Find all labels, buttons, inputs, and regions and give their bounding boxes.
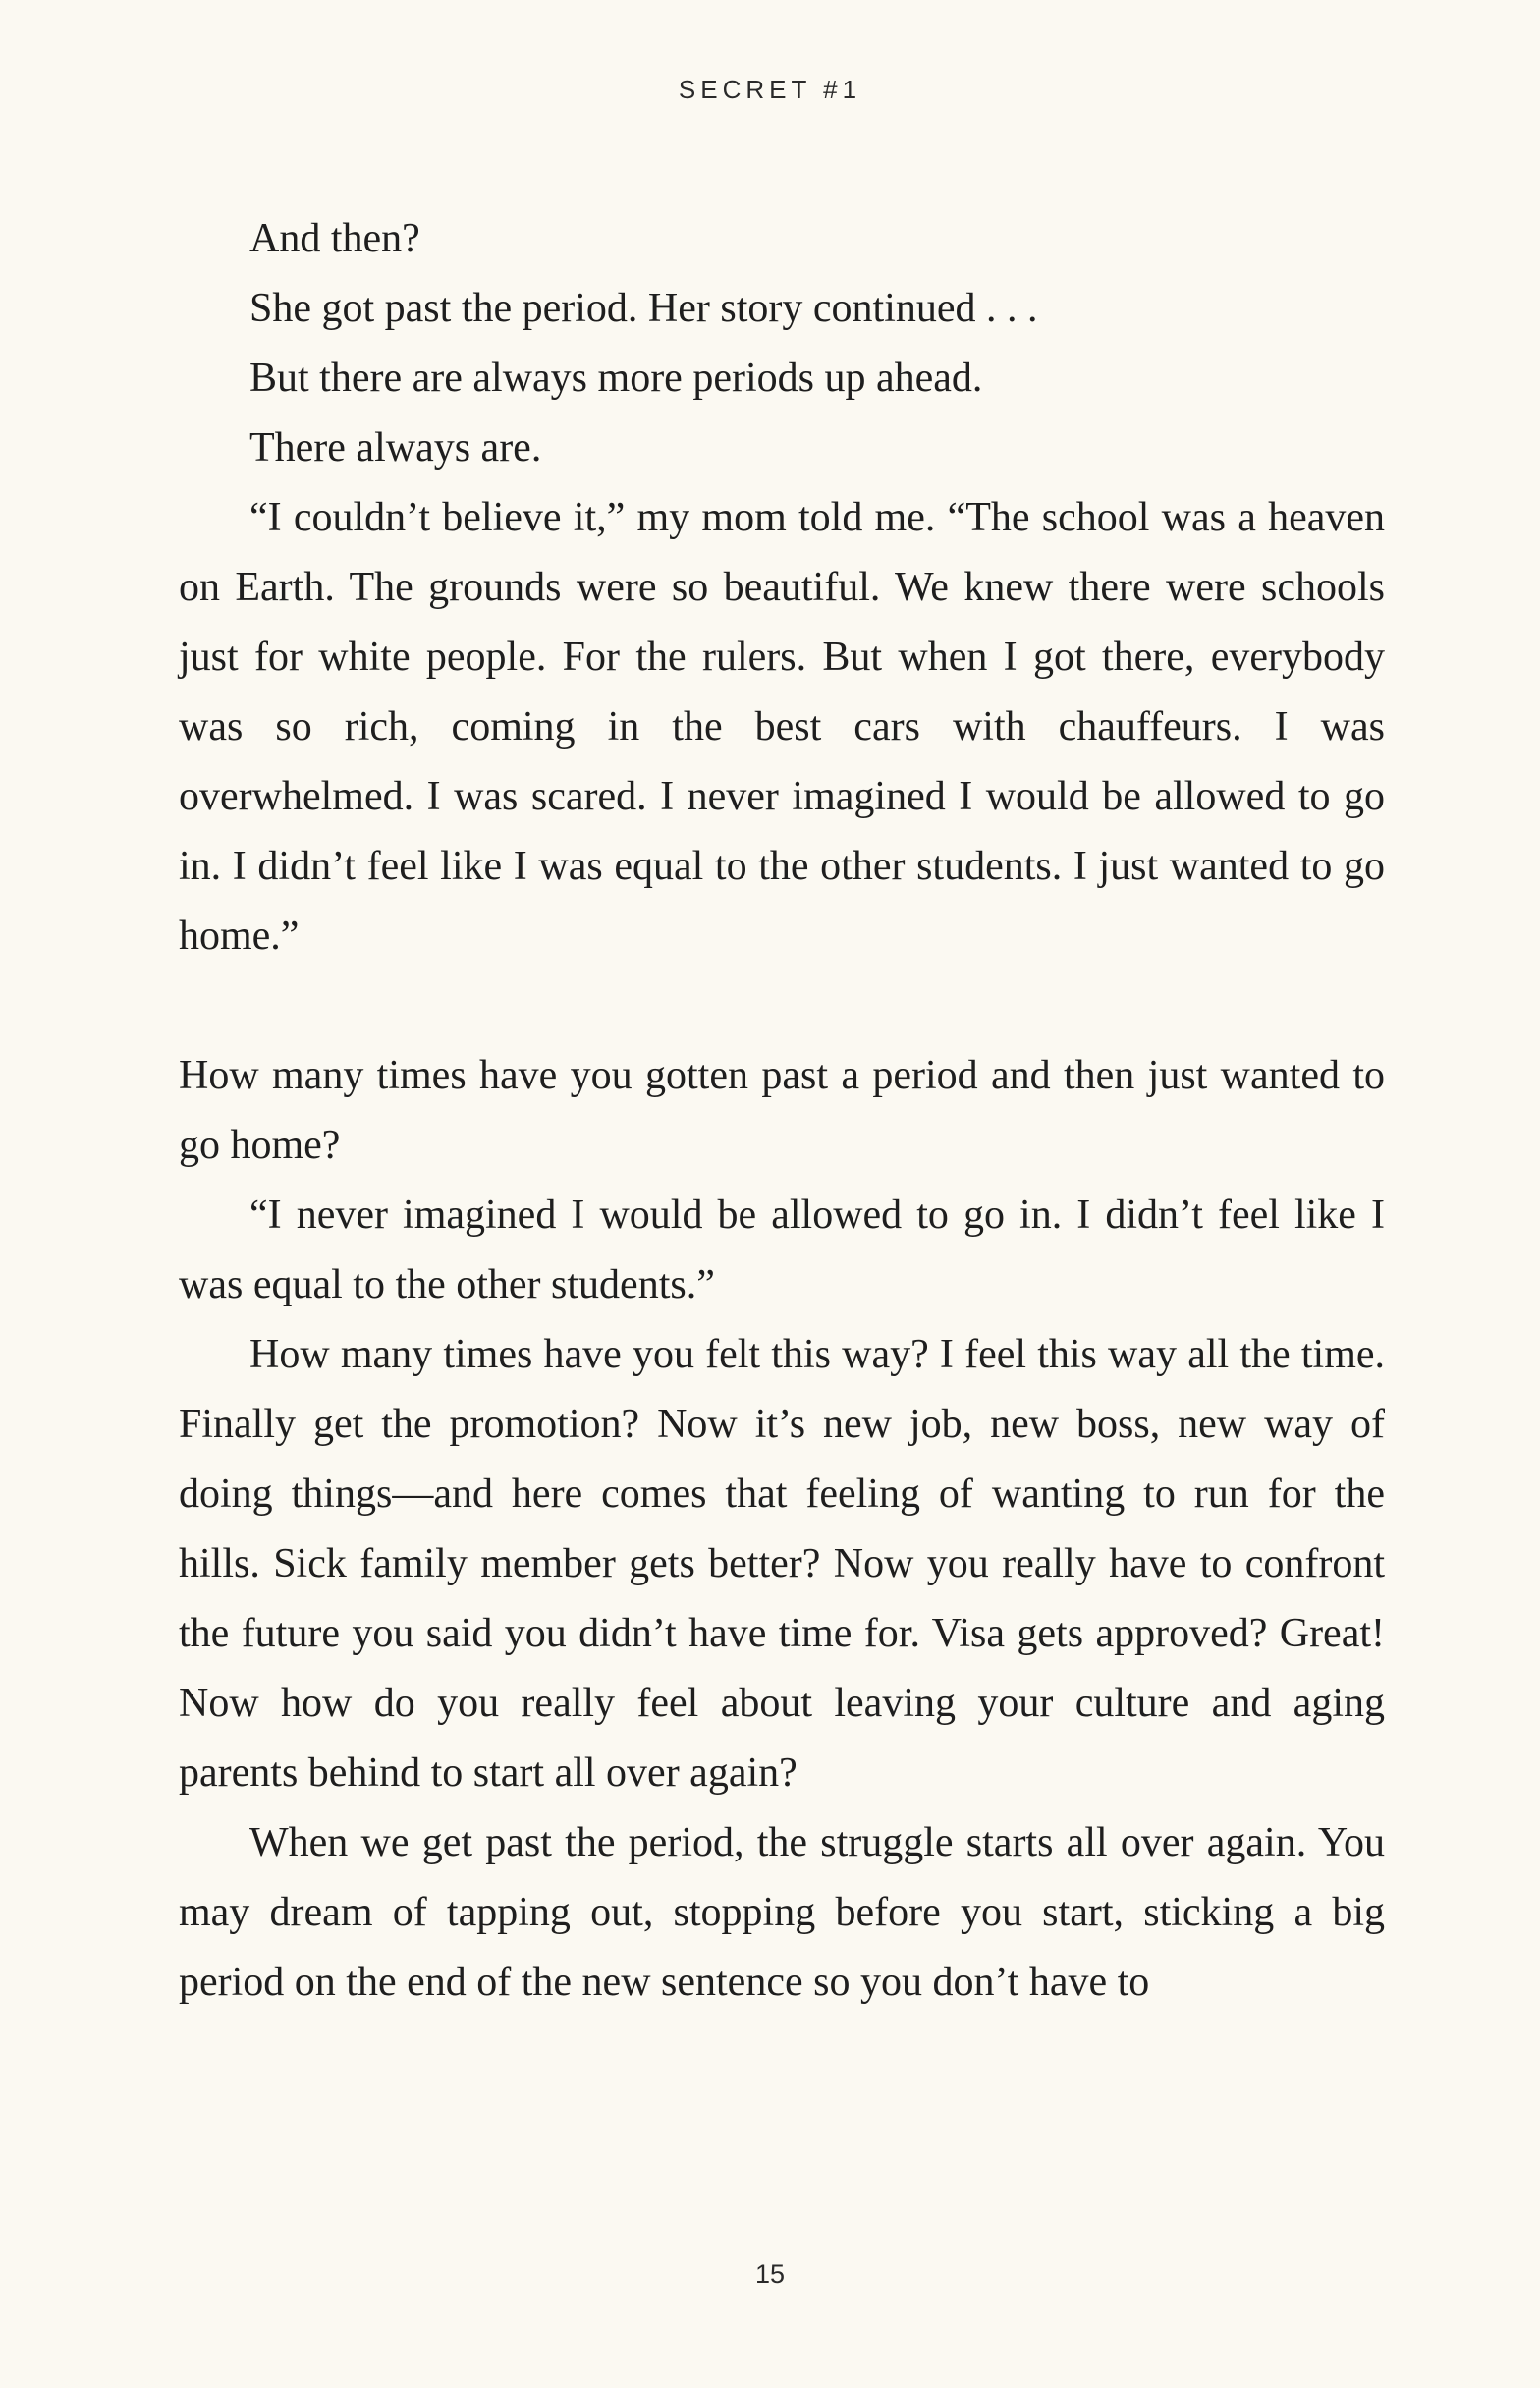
paragraph: “I never imagined I would be allowed to go in. I didn’t feel like I was equal to the other students.”: [179, 1193, 1385, 1307]
paragraph: How many times have you gotten past a period and then just wanted to go home?: [179, 1053, 1385, 1168]
page-number: 15: [754, 2259, 786, 2289]
paragraph: She got past the period. Her story continued . . .: [249, 286, 1038, 331]
paragraph: When we get past the period, the struggle starts all over again. You may dream of tapping out, stopping before you start, sticking a big period on the end of the new sentence so you don’t have to: [179, 1820, 1385, 2005]
body-text: [179, 204, 1385, 2018]
paragraph: But there are always more periods up ahead.: [249, 356, 983, 401]
paragraph: And then?: [249, 216, 420, 261]
running-head: SECRET #1: [678, 75, 862, 104]
paragraph: There always are.: [249, 425, 542, 471]
paragraph: “I couldn’t believe it,” my mom told me. “The school was a heaven on Earth. The grounds were so beautiful. We knew there were schools just for white people. For the rulers. But when I got there, everybody was so rich, coming in the best cars with chauffeurs. I was overwhelmed. I was scared. I never imagined I would be allowed to go in. I didn’t feel like I was equal to the other students. I just wanted to go home.”: [179, 495, 1385, 959]
paragraph: How many times have you felt this way? I feel this way all the time. Finally get the promotion? Now it’s new job, new boss, new way of doing things—and here comes that feeling of wanting to run for the hills. Sick family member gets better? Now you really have to confront the future you said you didn’t have time for. Visa gets approved? Great! Now how do you really feel about leaving your culture and aging parents behind to start all over again?: [179, 1332, 1385, 1796]
